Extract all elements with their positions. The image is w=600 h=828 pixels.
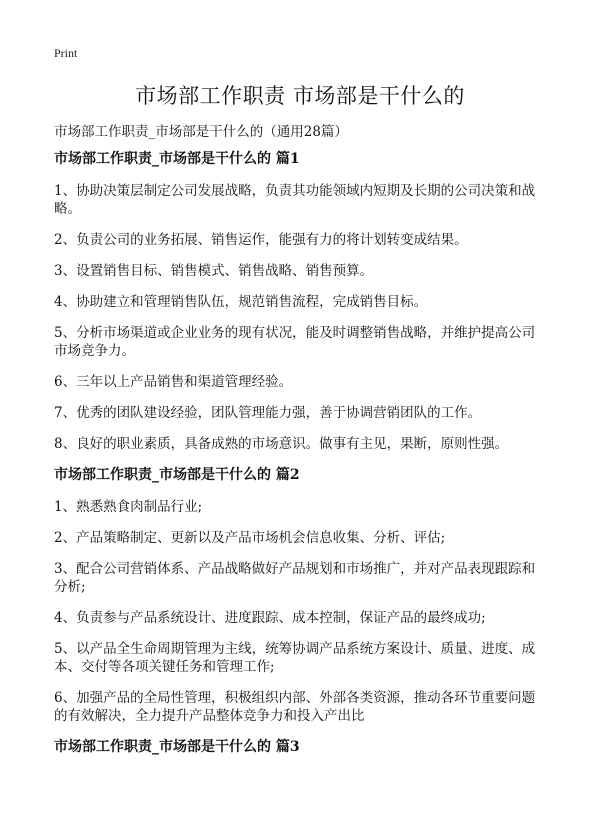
list-item: 2、负责公司的业务拓展、销售运作，能强有力的将计划转变成结果。 xyxy=(54,232,468,248)
section-heading: 市场部工作职责_市场部是干什么的 篇1 xyxy=(54,151,300,167)
document-subtitle: 市场部工作职责_市场部是干什么的（通用28篇） xyxy=(54,124,348,140)
section-heading: 市场部工作职责_市场部是干什么的 篇3 xyxy=(54,739,300,755)
list-item: 2、产品策略制定、更新以及产品市场机会信息收集、分析、评估; xyxy=(54,530,446,546)
document-title: 市场部工作职责 市场部是干什么的 xyxy=(135,84,465,108)
list-item: 6、加强产品的全局性管理，积极组织内部、外部各类资源，推动各环节重要问题的有效解决，全力提升产品整体竞争力和投入产出比 xyxy=(54,690,536,724)
list-item: 4、协助建立和管理销售队伍，规范销售流程，完成销售目标。 xyxy=(54,294,428,310)
list-item: 4、负责参与产品系统设计、进度跟踪、成本控制，保证产品的最终成功; xyxy=(54,610,486,626)
list-item: 5、以产品全生命周期管理为主线，统筹协调产品系统方案设计、质量、进度、成本、交付等各项关键任务和管理工作; xyxy=(54,641,536,675)
list-item: 3、设置销售目标、销售模式、销售战略、销售预算。 xyxy=(54,263,374,279)
list-item: 8、良好的职业素质，具备成熟的市场意识。做事有主见，果断，原则性强。 xyxy=(54,436,509,452)
section-1 xyxy=(54,150,548,453)
print-label: Print xyxy=(54,46,78,60)
list-item: 7、优秀的团队建设经验，团队管理能力强，善于协调营销团队的工作。 xyxy=(54,405,482,421)
list-item: 5、分析市场渠道或企业业务的现有状况，能及时调整销售战略，并维护提高公司市场竞争力。 xyxy=(54,325,536,359)
list-item: 1、熟悉熟食肉制品行业; xyxy=(54,499,203,515)
section-3 xyxy=(54,738,548,756)
list-item: 1、协助决策层制定公司发展战略，负责其功能领域内短期及长期的公司决策和战略。 xyxy=(54,183,536,217)
list-item: 6、三年以上产品销售和渠道管理经验。 xyxy=(54,374,293,390)
document-content xyxy=(54,150,548,770)
section-2 xyxy=(54,466,548,725)
list-item: 3、配合公司营销体系、产品战略做好产品规划和市场推广，并对产品表现跟踪和分析; xyxy=(54,561,536,595)
section-heading: 市场部工作职责_市场部是干什么的 篇2 xyxy=(54,467,300,483)
